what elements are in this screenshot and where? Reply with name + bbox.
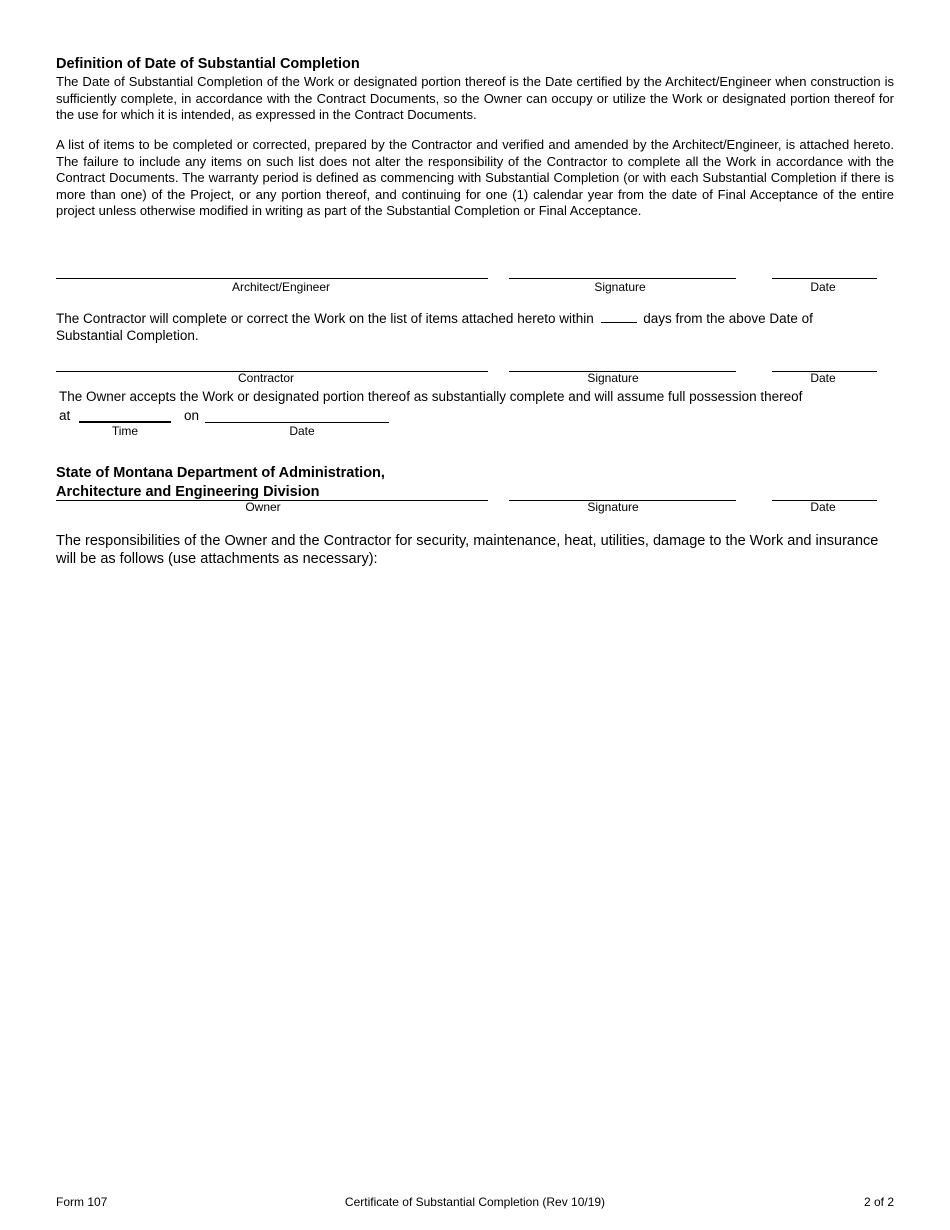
owner-org-line-1: State of Montana Department of Administration, bbox=[56, 465, 385, 481]
footer-form-number: Form 107 bbox=[56, 1195, 108, 1209]
owner-date-label: Date bbox=[810, 500, 836, 514]
at-label: at bbox=[59, 408, 71, 423]
contractor-statement bbox=[56, 310, 856, 344]
date-label: Date bbox=[289, 424, 315, 438]
contractor-signature-label: Signature bbox=[587, 371, 639, 385]
time-blank-field[interactable] bbox=[79, 421, 171, 423]
footer-form-title: Certificate of Substantial Completion (Rev 10/19) bbox=[344, 1195, 606, 1209]
definition-paragraph-2: A list of items to be completed or corrected, prepared by the Contractor and verified and amended by the Architect/Engineer, is attached hereto. The failure to include any items on such list does not alter the responsibility of the Contractor to complete all the Work in accordance with the Contract Documents. The warranty period is defined as commencing with Substantial Completion (or with each Substantial Completion if there is more than one) of the Project, or any portion thereof, and continuing for one (1) calendar year from the date of Final Acceptance of the entire project unless otherwise modified in writing as part of the Substantial Completion or Final Acceptance. bbox=[56, 137, 894, 218]
contractor-statement-text-end: days from the above Date of Substantial Completion. bbox=[56, 311, 813, 343]
owner-acceptance-text: The Owner accepts the Work or designated portion thereof as substantially complete and will assume full possession thereof bbox=[59, 389, 803, 404]
definition-paragraph-1: The Date of Substantial Completion of the Work or designated portion thereof is the Date certified by the Architect/Engineer when construction is sufficiently complete, in accordance with the Contract Documents, so the Owner can occupy or utilize the Work or designated portion thereof for the use for which it is intended, as expressed in the Contract Documents. bbox=[56, 74, 894, 122]
architect-signature-line[interactable] bbox=[509, 278, 736, 279]
days-blank-field[interactable] bbox=[601, 310, 637, 323]
architect-name-line[interactable] bbox=[56, 278, 488, 279]
owner-name-label: Owner bbox=[245, 500, 281, 514]
owner-signature-label: Signature bbox=[587, 500, 639, 514]
architect-signature-label: Signature bbox=[594, 280, 646, 294]
time-label: Time bbox=[111, 424, 139, 438]
contractor-statement-text: The Contractor will complete or correct the Work on the list of items attached hereto within bbox=[56, 311, 594, 326]
footer-page-number: 2 of 2 bbox=[863, 1195, 894, 1209]
architect-date-line[interactable] bbox=[772, 278, 877, 279]
contractor-name-label: Contractor bbox=[237, 371, 295, 385]
architect-date-label: Date bbox=[810, 280, 836, 294]
owner-org-line-2: Architecture and Engineering Division bbox=[56, 484, 320, 500]
responsibilities-text: The responsibilities of the Owner and the Contractor for security, maintenance, heat, utilities, damage to the Work and insurance will be as follows (use attachments as necessary): bbox=[56, 533, 879, 567]
definition-heading: Definition of Date of Substantial Completion bbox=[56, 56, 360, 72]
architect-name-label: Architect/Engineer bbox=[231, 280, 331, 294]
contractor-date-label: Date bbox=[810, 371, 836, 385]
date-blank-field[interactable] bbox=[205, 422, 389, 423]
on-label: on bbox=[184, 408, 200, 423]
